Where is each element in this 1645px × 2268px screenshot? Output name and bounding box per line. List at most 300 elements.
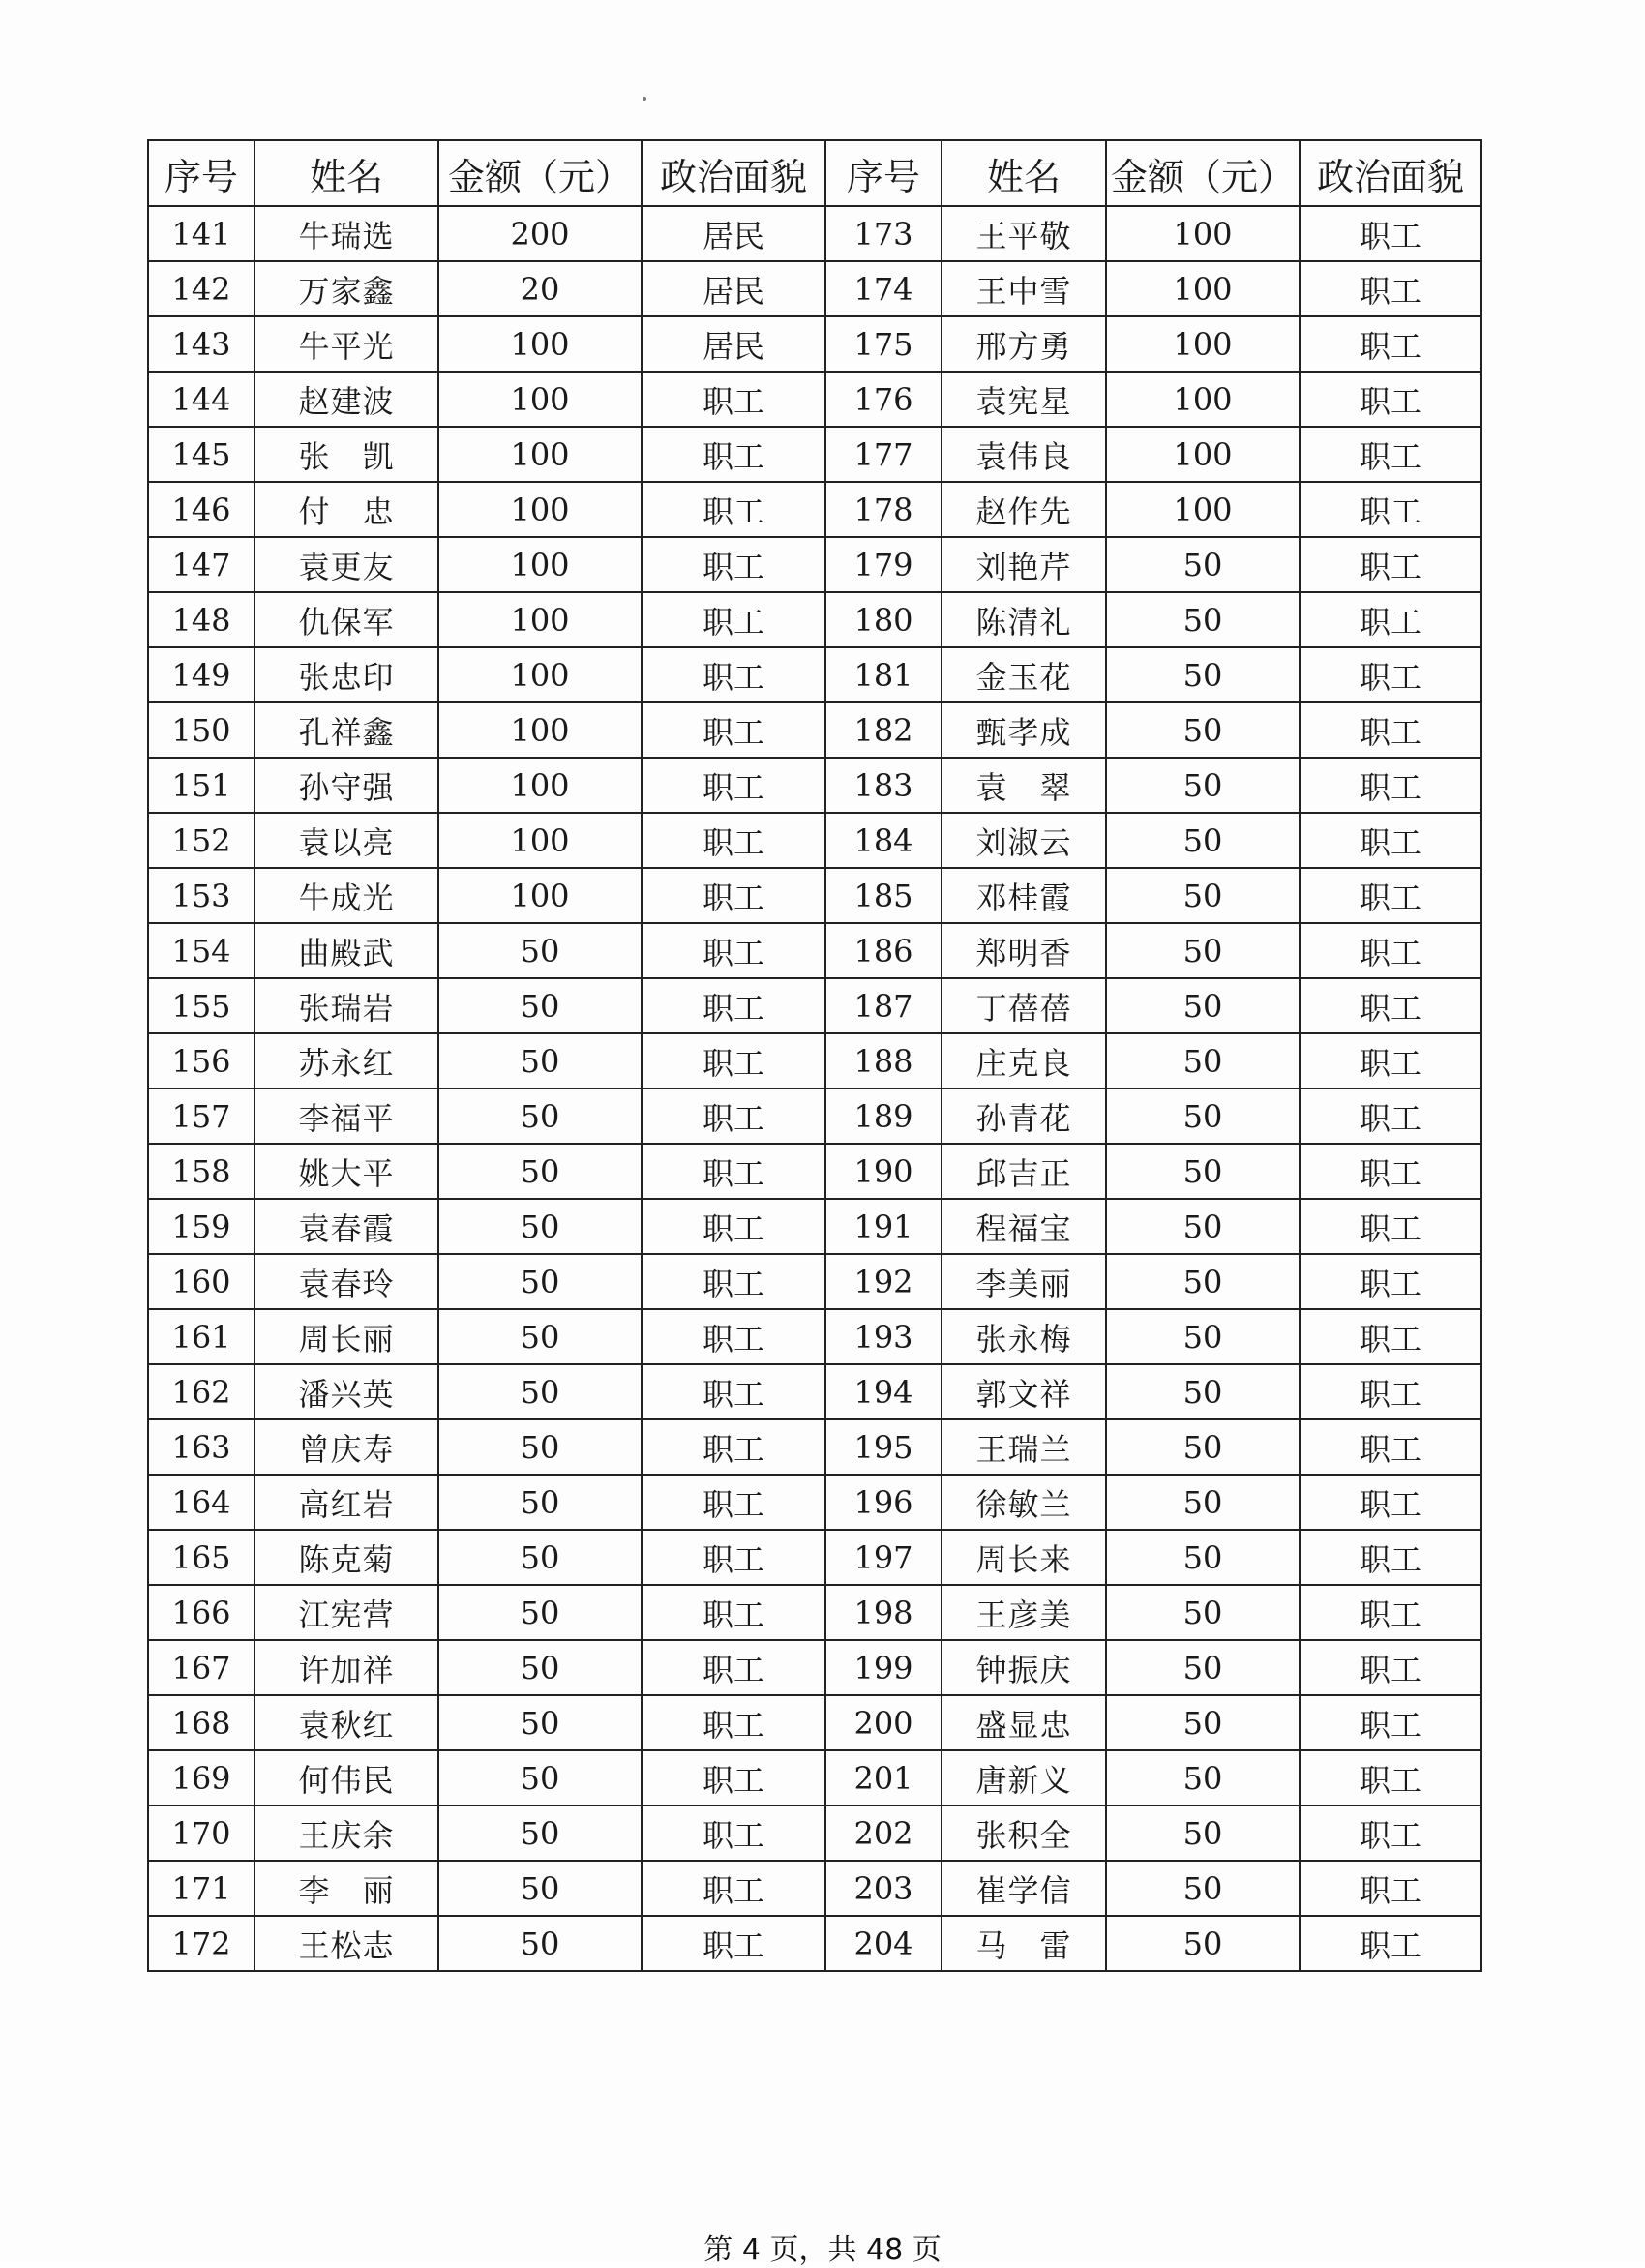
header-right-status: 政治面貌: [1300, 140, 1481, 206]
political-status-cell: 职工: [642, 1475, 825, 1530]
name-cell: 袁宪星: [942, 372, 1106, 427]
name-cell: 曾庆寿: [254, 1419, 438, 1475]
name-cell: 李 丽: [254, 1861, 438, 1916]
serial-number-cell: 200: [825, 1695, 942, 1750]
name-cell: 付 忠: [254, 482, 438, 537]
amount-cell: 50: [1106, 537, 1300, 592]
amount-cell: 50: [438, 1144, 642, 1199]
table-row: [148, 427, 1481, 482]
table-row: [148, 1475, 1481, 1530]
table-row: [148, 923, 1481, 978]
political-status-cell: 职工: [642, 1916, 825, 1971]
name-cell: 袁以亮: [254, 813, 438, 868]
serial-number-cell: 162: [148, 1364, 254, 1419]
name-cell: 邓桂霞: [942, 868, 1106, 923]
amount-cell: 100: [1106, 372, 1300, 427]
name-cell: 丁蓓蓓: [942, 978, 1106, 1033]
name-cell: 张 凯: [254, 427, 438, 482]
political-status-cell: 职工: [642, 1695, 825, 1750]
amount-cell: 50: [438, 1199, 642, 1254]
amount-cell: 50: [438, 1640, 642, 1695]
amount-cell: 50: [1106, 1861, 1300, 1916]
political-status-cell: 职工: [1300, 1309, 1481, 1364]
serial-number-cell: 198: [825, 1585, 942, 1640]
serial-number-cell: 194: [825, 1364, 942, 1419]
amount-cell: 50: [1106, 1475, 1300, 1530]
serial-number-cell: 155: [148, 978, 254, 1033]
serial-number-cell: 170: [148, 1805, 254, 1861]
political-status-cell: 职工: [642, 1033, 825, 1089]
table-row: [148, 372, 1481, 427]
header-right-no: 序号: [825, 140, 942, 206]
name-cell: 周长来: [942, 1530, 1106, 1585]
political-status-cell: 职工: [1300, 1750, 1481, 1805]
serial-number-cell: 178: [825, 482, 942, 537]
serial-number-cell: 188: [825, 1033, 942, 1089]
name-cell: 孔祥鑫: [254, 702, 438, 758]
amount-cell: 50: [1106, 1585, 1300, 1640]
political-status-cell: 职工: [642, 537, 825, 592]
table-row: [148, 1916, 1481, 1971]
serial-number-cell: 179: [825, 537, 942, 592]
name-cell: 李福平: [254, 1089, 438, 1144]
amount-cell: 50: [438, 1861, 642, 1916]
amount-cell: 50: [1106, 1033, 1300, 1089]
serial-number-cell: 145: [148, 427, 254, 482]
name-cell: 万家鑫: [254, 261, 438, 316]
serial-number-cell: 176: [825, 372, 942, 427]
amount-cell: 50: [1106, 647, 1300, 702]
amount-cell: 50: [1106, 592, 1300, 647]
name-cell: 徐敏兰: [942, 1475, 1106, 1530]
amount-cell: 50: [1106, 1695, 1300, 1750]
name-cell: 袁春玲: [254, 1254, 438, 1309]
serial-number-cell: 143: [148, 316, 254, 372]
name-cell: 陈克菊: [254, 1530, 438, 1585]
header-right-amount: 金额（元）: [1106, 140, 1300, 206]
table-row: [148, 1254, 1481, 1309]
name-cell: 李美丽: [942, 1254, 1106, 1309]
serial-number-cell: 151: [148, 758, 254, 813]
amount-cell: 50: [1106, 702, 1300, 758]
name-cell: 袁伟良: [942, 427, 1106, 482]
table-row: [148, 537, 1481, 592]
name-cell: 许加祥: [254, 1640, 438, 1695]
amount-cell: 50: [438, 978, 642, 1033]
political-status-cell: 职工: [642, 592, 825, 647]
name-cell: 程福宝: [942, 1199, 1106, 1254]
political-status-cell: 职工: [1300, 758, 1481, 813]
header-left-status: 政治面貌: [642, 140, 825, 206]
amount-cell: 50: [438, 1254, 642, 1309]
political-status-cell: 职工: [1300, 372, 1481, 427]
name-cell: 金玉花: [942, 647, 1106, 702]
serial-number-cell: 161: [148, 1309, 254, 1364]
political-status-cell: 职工: [1300, 261, 1481, 316]
name-cell: 刘淑云: [942, 813, 1106, 868]
political-status-cell: 职工: [642, 1089, 825, 1144]
amount-cell: 50: [1106, 1640, 1300, 1695]
serial-number-cell: 172: [148, 1916, 254, 1971]
name-cell: 袁春霞: [254, 1199, 438, 1254]
political-status-cell: 职工: [642, 1750, 825, 1805]
political-status-cell: 职工: [642, 1805, 825, 1861]
political-status-cell: 居民: [642, 261, 825, 316]
name-cell: 仇保军: [254, 592, 438, 647]
political-status-cell: 职工: [642, 372, 825, 427]
name-cell: 赵作先: [942, 482, 1106, 537]
table-row: [148, 316, 1481, 372]
political-status-cell: 职工: [642, 978, 825, 1033]
political-status-cell: 职工: [1300, 1695, 1481, 1750]
table-row: [148, 1089, 1481, 1144]
header-right-name: 姓名: [942, 140, 1106, 206]
political-status-cell: 职工: [1300, 1475, 1481, 1530]
name-cell: 牛瑞选: [254, 206, 438, 261]
name-cell: 潘兴英: [254, 1364, 438, 1419]
serial-number-cell: 166: [148, 1585, 254, 1640]
serial-number-cell: 144: [148, 372, 254, 427]
amount-cell: 50: [1106, 813, 1300, 868]
amount-cell: 50: [1106, 758, 1300, 813]
amount-cell: 100: [1106, 427, 1300, 482]
amount-cell: 50: [1106, 1089, 1300, 1144]
political-status-cell: 职工: [1300, 1144, 1481, 1199]
name-cell: 张积全: [942, 1805, 1106, 1861]
table-row: [148, 1750, 1481, 1805]
amount-cell: 100: [438, 372, 642, 427]
serial-number-cell: 204: [825, 1916, 942, 1971]
serial-number-cell: 201: [825, 1750, 942, 1805]
political-status-cell: 职工: [1300, 482, 1481, 537]
serial-number-cell: 190: [825, 1144, 942, 1199]
name-cell: 邱吉正: [942, 1144, 1106, 1199]
name-cell: 周长丽: [254, 1309, 438, 1364]
table-row: [148, 1144, 1481, 1199]
serial-number-cell: 181: [825, 647, 942, 702]
amount-cell: 50: [438, 1530, 642, 1585]
political-status-cell: 职工: [642, 1144, 825, 1199]
political-status-cell: 职工: [1300, 978, 1481, 1033]
amount-cell: 100: [438, 813, 642, 868]
serial-number-cell: 202: [825, 1805, 942, 1861]
political-status-cell: 职工: [642, 758, 825, 813]
serial-number-cell: 189: [825, 1089, 942, 1144]
political-status-cell: 职工: [1300, 1861, 1481, 1916]
serial-number-cell: 167: [148, 1640, 254, 1695]
serial-number-cell: 147: [148, 537, 254, 592]
amount-cell: 50: [438, 923, 642, 978]
name-cell: 孙守强: [254, 758, 438, 813]
political-status-cell: 职工: [1300, 537, 1481, 592]
name-cell: 崔学信: [942, 1861, 1106, 1916]
political-status-cell: 职工: [1300, 868, 1481, 923]
table-row: [148, 261, 1481, 316]
serial-number-cell: 160: [148, 1254, 254, 1309]
political-status-cell: 职工: [1300, 702, 1481, 758]
table-row: [148, 813, 1481, 868]
name-cell: 牛成光: [254, 868, 438, 923]
political-status-cell: 职工: [642, 1254, 825, 1309]
amount-cell: 100: [438, 592, 642, 647]
amount-cell: 50: [1106, 1750, 1300, 1805]
table-row: [148, 1309, 1481, 1364]
political-status-cell: 职工: [642, 1585, 825, 1640]
header-left-name: 姓名: [254, 140, 438, 206]
political-status-cell: 职工: [642, 1364, 825, 1419]
name-cell: 张瑞岩: [254, 978, 438, 1033]
table-row: [148, 978, 1481, 1033]
serial-number-cell: 149: [148, 647, 254, 702]
political-status-cell: 职工: [1300, 1199, 1481, 1254]
amount-cell: 100: [438, 427, 642, 482]
serial-number-cell: 169: [148, 1750, 254, 1805]
amount-cell: 100: [438, 647, 642, 702]
serial-number-cell: 174: [825, 261, 942, 316]
table-row: [148, 1805, 1481, 1861]
serial-number-cell: 164: [148, 1475, 254, 1530]
name-cell: 王庆余: [254, 1805, 438, 1861]
name-cell: 牛平光: [254, 316, 438, 372]
name-cell: 王瑞兰: [942, 1419, 1106, 1475]
amount-cell: 100: [438, 702, 642, 758]
name-cell: 何伟民: [254, 1750, 438, 1805]
table-row: [148, 1530, 1481, 1585]
political-status-cell: 居民: [642, 316, 825, 372]
name-cell: 袁 翠: [942, 758, 1106, 813]
amount-cell: 50: [1106, 1199, 1300, 1254]
table-body: [148, 206, 1481, 1971]
political-status-cell: 职工: [642, 1861, 825, 1916]
amount-cell: 50: [438, 1419, 642, 1475]
amount-cell: 50: [1106, 1419, 1300, 1475]
name-cell: 赵建波: [254, 372, 438, 427]
table-row: [148, 206, 1481, 261]
amount-cell: 100: [438, 868, 642, 923]
political-status-cell: 职工: [642, 1530, 825, 1585]
serial-number-cell: 184: [825, 813, 942, 868]
serial-number-cell: 165: [148, 1530, 254, 1585]
serial-number-cell: 141: [148, 206, 254, 261]
name-cell: 甄孝成: [942, 702, 1106, 758]
table-row: [148, 647, 1481, 702]
amount-cell: 50: [438, 1750, 642, 1805]
name-cell: 王彦美: [942, 1585, 1106, 1640]
name-cell: 曲殿武: [254, 923, 438, 978]
amount-cell: 100: [438, 758, 642, 813]
serial-number-cell: 183: [825, 758, 942, 813]
serial-number-cell: 152: [148, 813, 254, 868]
amount-cell: 100: [1106, 316, 1300, 372]
serial-number-cell: 182: [825, 702, 942, 758]
political-status-cell: 职工: [642, 702, 825, 758]
political-status-cell: 职工: [1300, 1089, 1481, 1144]
political-status-cell: 职工: [1300, 206, 1481, 261]
name-cell: 刘艳芹: [942, 537, 1106, 592]
political-status-cell: 职工: [642, 923, 825, 978]
amount-cell: 50: [1106, 1530, 1300, 1585]
amount-cell: 50: [438, 1475, 642, 1530]
political-status-cell: 职工: [642, 482, 825, 537]
amount-cell: 50: [1106, 1916, 1300, 1971]
amount-cell: 50: [438, 1364, 642, 1419]
political-status-cell: 职工: [1300, 1033, 1481, 1089]
header-left-amount: 金额（元）: [438, 140, 642, 206]
serial-number-cell: 175: [825, 316, 942, 372]
serial-number-cell: 150: [148, 702, 254, 758]
name-cell: 王松志: [254, 1916, 438, 1971]
political-status-cell: 职工: [1300, 1585, 1481, 1640]
political-status-cell: 职工: [1300, 647, 1481, 702]
scan-speck: [643, 97, 646, 101]
serial-number-cell: 153: [148, 868, 254, 923]
serial-number-cell: 142: [148, 261, 254, 316]
name-cell: 张忠印: [254, 647, 438, 702]
serial-number-cell: 203: [825, 1861, 942, 1916]
political-status-cell: 职工: [1300, 592, 1481, 647]
name-cell: 郑明香: [942, 923, 1106, 978]
serial-number-cell: 187: [825, 978, 942, 1033]
amount-cell: 50: [1106, 1364, 1300, 1419]
name-cell: 盛显忠: [942, 1695, 1106, 1750]
political-status-cell: 居民: [642, 206, 825, 261]
serial-number-cell: 146: [148, 482, 254, 537]
serial-number-cell: 197: [825, 1530, 942, 1585]
table-row: [148, 1640, 1481, 1695]
table-row: [148, 868, 1481, 923]
serial-number-cell: 195: [825, 1419, 942, 1475]
political-status-cell: 职工: [642, 427, 825, 482]
amount-cell: 50: [1106, 1144, 1300, 1199]
name-cell: 郭文祥: [942, 1364, 1106, 1419]
serial-number-cell: 158: [148, 1144, 254, 1199]
amount-cell: 50: [1106, 978, 1300, 1033]
name-cell: 庄克良: [942, 1033, 1106, 1089]
name-cell: 孙青花: [942, 1089, 1106, 1144]
amount-cell: 50: [1106, 923, 1300, 978]
political-status-cell: 职工: [642, 1199, 825, 1254]
political-status-cell: 职工: [1300, 427, 1481, 482]
name-cell: 苏永红: [254, 1033, 438, 1089]
amount-cell: 100: [1106, 206, 1300, 261]
serial-number-cell: 154: [148, 923, 254, 978]
serial-number-cell: 185: [825, 868, 942, 923]
serial-number-cell: 168: [148, 1695, 254, 1750]
name-cell: 邢方勇: [942, 316, 1106, 372]
name-cell: 钟振庆: [942, 1640, 1106, 1695]
amount-cell: 50: [1106, 1309, 1300, 1364]
political-status-cell: 职工: [1300, 813, 1481, 868]
political-status-cell: 职工: [642, 1309, 825, 1364]
political-status-cell: 职工: [642, 813, 825, 868]
amount-cell: 50: [1106, 1805, 1300, 1861]
amount-cell: 100: [438, 482, 642, 537]
roster-table-container: [147, 139, 1480, 1972]
political-status-cell: 职工: [1300, 1364, 1481, 1419]
political-status-cell: 职工: [642, 868, 825, 923]
name-cell: 江宪营: [254, 1585, 438, 1640]
name-cell: 高红岩: [254, 1475, 438, 1530]
table-row: [148, 1364, 1481, 1419]
serial-number-cell: 163: [148, 1419, 254, 1475]
amount-cell: 50: [438, 1033, 642, 1089]
serial-number-cell: 196: [825, 1475, 942, 1530]
table-row: [148, 758, 1481, 813]
amount-cell: 50: [1106, 1254, 1300, 1309]
political-status-cell: 职工: [1300, 1254, 1481, 1309]
name-cell: 袁秋红: [254, 1695, 438, 1750]
table-row: [148, 1695, 1481, 1750]
serial-number-cell: 157: [148, 1089, 254, 1144]
serial-number-cell: 177: [825, 427, 942, 482]
table-row: [148, 1419, 1481, 1475]
amount-cell: 20: [438, 261, 642, 316]
amount-cell: 50: [438, 1916, 642, 1971]
amount-cell: 100: [438, 316, 642, 372]
amount-cell: 50: [438, 1089, 642, 1144]
serial-number-cell: 173: [825, 206, 942, 261]
amount-cell: 100: [1106, 482, 1300, 537]
table-row: [148, 1861, 1481, 1916]
serial-number-cell: 159: [148, 1199, 254, 1254]
name-cell: 马 雷: [942, 1916, 1106, 1971]
serial-number-cell: 191: [825, 1199, 942, 1254]
political-status-cell: 职工: [642, 647, 825, 702]
serial-number-cell: 193: [825, 1309, 942, 1364]
amount-cell: 50: [438, 1309, 642, 1364]
name-cell: 唐新义: [942, 1750, 1106, 1805]
amount-cell: 50: [438, 1585, 642, 1640]
table-row: [148, 482, 1481, 537]
political-status-cell: 职工: [1300, 923, 1481, 978]
serial-number-cell: 171: [148, 1861, 254, 1916]
serial-number-cell: 186: [825, 923, 942, 978]
amount-cell: 200: [438, 206, 642, 261]
page-number-footer: 第 4 页，共 48 页: [703, 2233, 942, 2267]
amount-cell: 100: [1106, 261, 1300, 316]
political-status-cell: 职工: [642, 1419, 825, 1475]
serial-number-cell: 192: [825, 1254, 942, 1309]
table-row: [148, 1585, 1481, 1640]
name-cell: 王平敬: [942, 206, 1106, 261]
serial-number-cell: 180: [825, 592, 942, 647]
table-row: [148, 702, 1481, 758]
amount-cell: 50: [1106, 868, 1300, 923]
table-row: [148, 592, 1481, 647]
amount-cell: 100: [438, 537, 642, 592]
name-cell: 张永梅: [942, 1309, 1106, 1364]
name-cell: 姚大平: [254, 1144, 438, 1199]
political-status-cell: 职工: [1300, 316, 1481, 372]
table-row: [148, 1033, 1481, 1089]
political-status-cell: 职工: [1300, 1419, 1481, 1475]
political-status-cell: 职工: [1300, 1805, 1481, 1861]
name-cell: 陈清礼: [942, 592, 1106, 647]
table-header-row: [148, 140, 1481, 206]
political-status-cell: 职工: [642, 1640, 825, 1695]
donation-roster-table: [147, 139, 1482, 1972]
serial-number-cell: 199: [825, 1640, 942, 1695]
name-cell: 袁更友: [254, 537, 438, 592]
political-status-cell: 职工: [1300, 1916, 1481, 1971]
political-status-cell: 职工: [1300, 1530, 1481, 1585]
amount-cell: 50: [438, 1695, 642, 1750]
header-left-no: 序号: [148, 140, 254, 206]
table-row: [148, 1199, 1481, 1254]
amount-cell: 50: [438, 1805, 642, 1861]
political-status-cell: 职工: [1300, 1640, 1481, 1695]
serial-number-cell: 148: [148, 592, 254, 647]
